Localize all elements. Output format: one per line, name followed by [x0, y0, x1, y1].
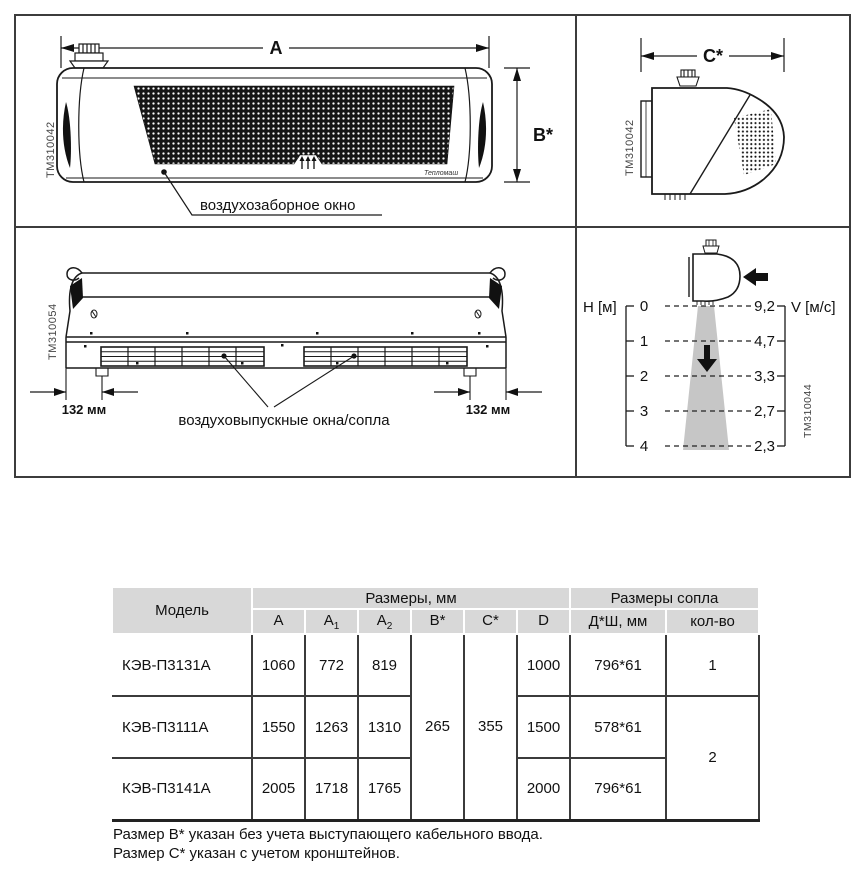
d-cell: 2000: [517, 758, 570, 820]
header-col-a: A: [252, 609, 305, 634]
svg-text:9,2: 9,2: [754, 298, 775, 315]
svg-text:0: 0: [639, 298, 649, 315]
header-model: Модель: [112, 587, 252, 634]
header-col-a1: $A_1$: [305, 609, 358, 634]
dim-132-left-label: 132 мм: [61, 402, 107, 417]
drawing-panel-grid: [14, 14, 851, 478]
air-jet-cone: [683, 306, 729, 450]
nozzle-cell: 578*61: [570, 696, 666, 758]
intake-mesh: [134, 86, 454, 164]
h-axis-label: H [м]: [583, 299, 617, 316]
h-tick-values: [640, 298, 648, 455]
model-cell: КЭВ-П3141А: [112, 758, 252, 820]
brand-logo: Тепломаш: [424, 170, 459, 177]
h-axis-bracket: [626, 306, 634, 446]
a-cell: 1550: [252, 696, 305, 758]
dimension-b: [504, 68, 530, 182]
drawing-code: TM310042: [45, 121, 57, 178]
outlet-windows-label: воздуховыпускные окна/сопла: [178, 412, 390, 429]
header-col-c: C*: [464, 609, 517, 634]
svg-text:2,7: 2,7: [754, 403, 775, 420]
panel-airflow-diagram: [577, 228, 849, 476]
drawing-code: TM310054: [47, 303, 59, 360]
airflow-diagram: [577, 228, 847, 474]
header-col-b: B*: [411, 609, 464, 634]
cable-gland-side: [677, 70, 699, 86]
svg-text:2,3: 2,3: [754, 438, 775, 455]
outlet-grille-left: [101, 347, 264, 366]
airflow-mini-arrows: [300, 156, 317, 169]
svg-text:1: 1: [639, 333, 649, 350]
a-cell: 2005: [252, 758, 305, 820]
dimension-132-right: [434, 388, 542, 417]
dim-132-right-label: 132 мм: [465, 402, 511, 417]
outlet-grille-right: [304, 347, 467, 366]
qty-shared-cell: 2: [666, 696, 759, 820]
header-col-a2: $A_2$: [358, 609, 411, 634]
model-cell: КЭВ-П3131А: [112, 634, 252, 696]
svg-text:3,3: 3,3: [754, 368, 775, 385]
dim-a-arrow-right: [476, 44, 489, 52]
table-row: [112, 634, 759, 696]
a-cell: 1060: [252, 634, 305, 696]
b-shared-cell: 265: [411, 634, 464, 820]
svg-text:4: 4: [639, 438, 649, 455]
panel-bottom-view: [16, 228, 577, 476]
dim-c-arrow-right: [771, 52, 784, 60]
front-view-drawing: [16, 16, 577, 228]
side-view-drawing: [577, 16, 847, 228]
model-cell: КЭВ-П3111А: [112, 696, 252, 758]
footnotes: [113, 825, 543, 863]
dim-a-label: A: [269, 38, 283, 58]
a1-cell: 1718: [305, 758, 358, 820]
a2-cell: 1310: [358, 696, 411, 758]
c-shared-cell: 355: [464, 634, 517, 820]
svg-text:2: 2: [639, 368, 649, 385]
intake-window-label: воздухозаборное окно: [200, 197, 356, 214]
dim-a-arrow-left: [61, 44, 74, 52]
d-cell: 1500: [517, 696, 570, 758]
intake-direction-arrow: [743, 268, 768, 286]
feet-and-extensions: [66, 368, 506, 400]
device-icon: [689, 240, 740, 305]
nozzle-cell: 796*61: [570, 634, 666, 696]
d-cell: 1000: [517, 634, 570, 696]
header-col-qty: кол-во: [666, 609, 759, 634]
unit-outline: [66, 268, 506, 368]
a2-cell: 819: [358, 634, 411, 696]
dim-b-arrow-bottom: [513, 169, 521, 182]
callout-leader-right: [274, 356, 354, 407]
callout-leader-left: [224, 356, 268, 407]
dim-b-label: B*: [533, 125, 554, 145]
footnote-c: Размер C* указан с учетом кронштейнов.: [113, 845, 400, 862]
dim-b-arrow-top: [513, 68, 521, 81]
header-nozzle-group: Размеры сопла: [570, 587, 759, 609]
svg-text:4,7: 4,7: [754, 333, 775, 350]
v-tick-values: [754, 298, 775, 455]
qty-cell: 1: [666, 634, 759, 696]
spec-table: [111, 586, 760, 822]
svg-text:3: 3: [639, 403, 649, 420]
v-axis-label: V [м/с]: [791, 299, 836, 316]
a1-cell: 1263: [305, 696, 358, 758]
header-dims-group: Размеры, мм: [252, 587, 570, 609]
panel-front-view: [16, 16, 577, 228]
footnote-b: Размер B* указан без учета выступающего кабельного ввода.: [113, 826, 543, 843]
panel-side-view: [577, 16, 849, 228]
drawing-code: TM310042: [624, 119, 636, 176]
v-axis-bracket: [777, 306, 785, 446]
header-col-d: D: [517, 609, 570, 634]
dimension-132-left: [30, 388, 138, 417]
dim-c-label: C*: [702, 46, 724, 66]
drawing-code: TM310044: [802, 383, 814, 438]
mounting-bracket: [641, 101, 652, 177]
bottom-view-drawing: [16, 228, 577, 474]
dim-c-arrow-left: [641, 52, 654, 60]
a2-cell: 1765: [358, 758, 411, 820]
header-col-dsh: Д*Ш, мм: [570, 609, 666, 634]
a1-cell: 772: [305, 634, 358, 696]
nozzle-cell: 796*61: [570, 758, 666, 820]
